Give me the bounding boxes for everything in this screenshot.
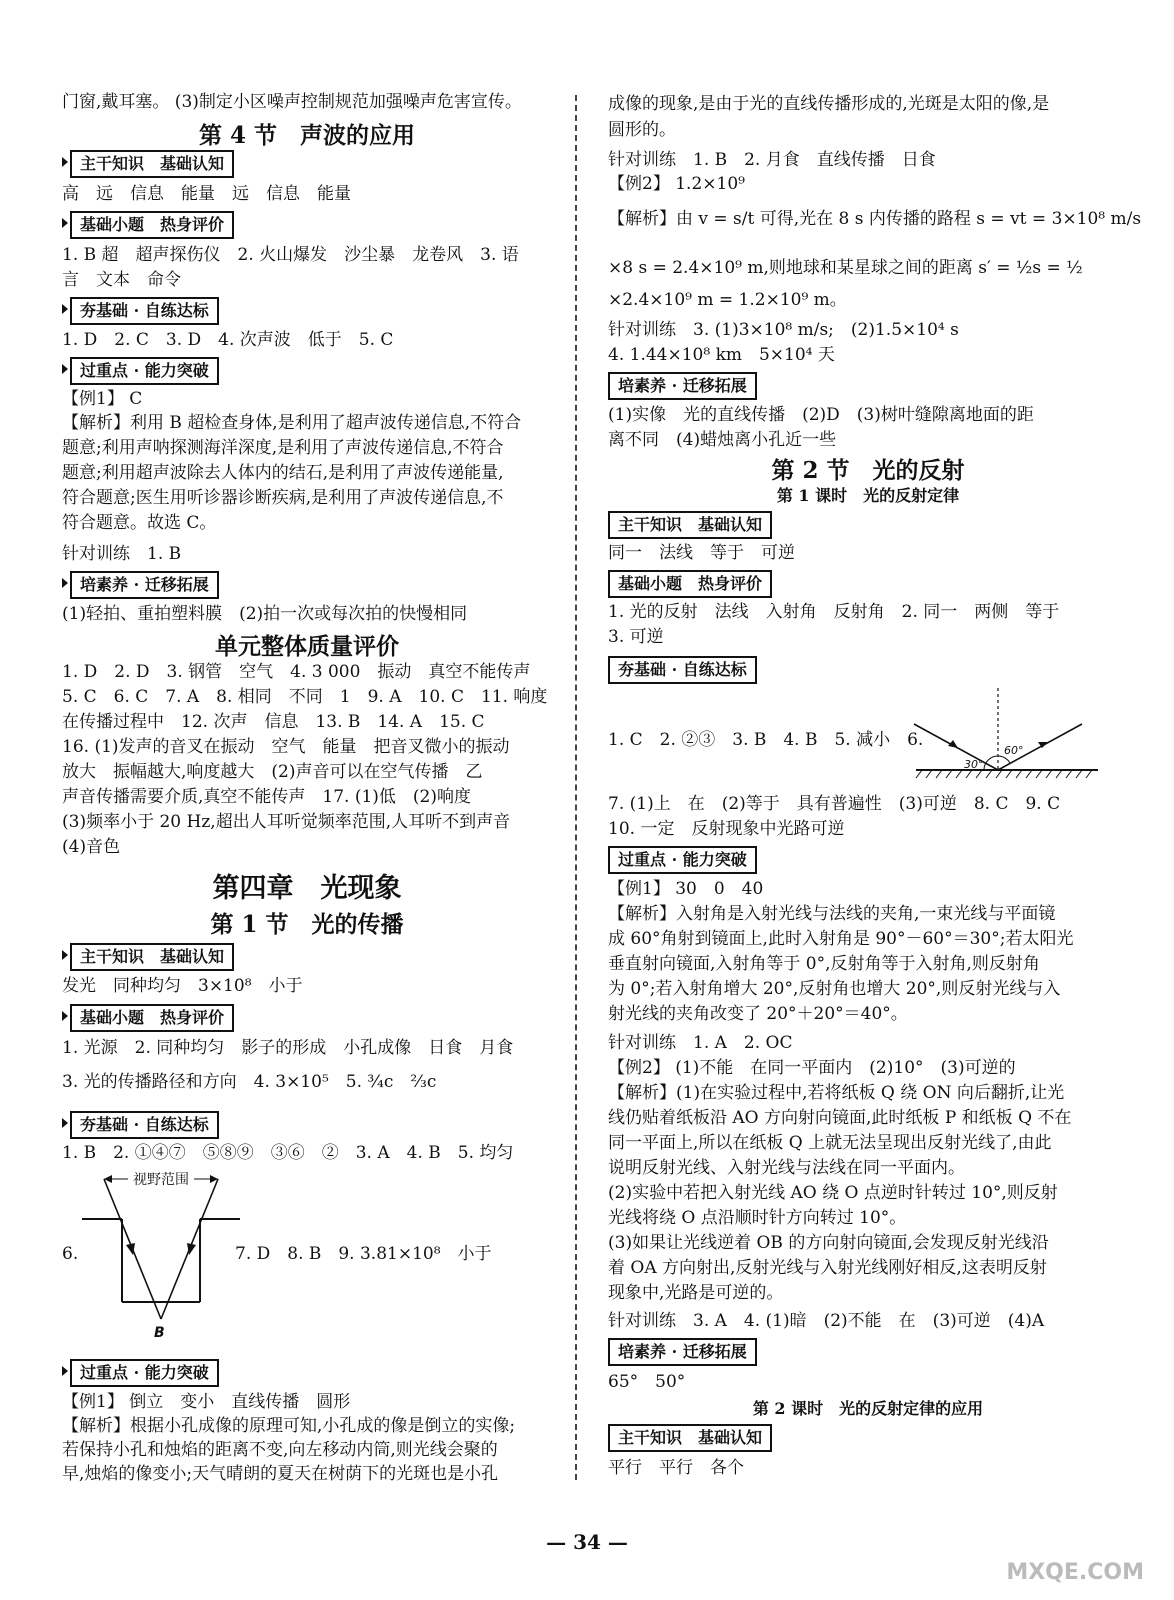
section-title: 第 1 节 光的传播 <box>210 911 404 938</box>
section-label: 夯基础 · 自练达标 <box>70 1111 219 1139</box>
section-label: 培素养 · 迁移拓展 <box>608 372 757 400</box>
section-title: 第 2 节 光的反射 <box>771 457 965 484</box>
section-label: 夯基础 · 自练达标 <box>608 656 757 684</box>
text-line: 早,烛焰的像变小;天气晴朗的夏天在树荫下的光斑也是小孔 <box>62 1464 499 1484</box>
text-line: 线仍贴着纸板沿 AO 方向射向镜面,此时纸板 P 和纸板 Q 不在 <box>608 1108 1072 1128</box>
text-line: 声音传播需要介质,真空不能传声 17. (1)低 (2)响度 <box>62 787 472 807</box>
text-line: 【例1】 30 0 40 <box>608 879 764 899</box>
text-line: (4)音色 <box>62 837 121 857</box>
text-line: 现象中,光路是可逆的。 <box>608 1283 784 1303</box>
section-label: 过重点 · 能力突破 <box>608 846 757 874</box>
text-line: 1. D 2. D 3. 钢管 空气 4. 3 000 振动 真空不能传声 <box>62 662 531 682</box>
text-line: 【解析】根据小孔成像的原理可知,小孔成的像是倒立的实像; <box>62 1416 516 1436</box>
text-line: 圆形的。 <box>608 120 676 140</box>
fig-label: 视野范围 <box>133 1172 189 1188</box>
text-line: 10. 一定 反射现象中光路可逆 <box>608 819 845 839</box>
text-line: 4. 1.44×10⁸ km 5×10⁴ 天 <box>608 345 835 365</box>
text-line: 着 OA 方向射出,反射光线与入射光线刚好相反,这表明反射 <box>608 1258 1047 1278</box>
bullet-icon <box>62 304 68 314</box>
bullet-icon <box>62 950 68 960</box>
section-label: 基础小题 热身评价 <box>70 211 234 239</box>
chapter-title: 第四章 光现象 <box>212 873 402 904</box>
text-line: 【解析】利用 B 超检查身体,是利用了超声波传递信息,不符合 <box>62 413 522 433</box>
section-label: 基础小题 热身评价 <box>608 570 772 598</box>
section-label: 夯基础 · 自练达标 <box>70 297 219 325</box>
lesson-title: 第 2 课时 光的反射定律的应用 <box>752 1399 984 1418</box>
text-line: 针对训练 3. A 4. (1)暗 (2)不能 在 (3)可逆 (4)A <box>608 1311 1045 1331</box>
text-line: 针对训练 1. B <box>62 544 182 564</box>
section-label: 主干知识 基础认知 <box>608 511 772 539</box>
section-label: 培素养 · 迁移拓展 <box>70 571 219 599</box>
text-line: 【例2】 1.2×10⁹ <box>608 174 745 194</box>
text-line: 【解析】入射角是入射光线与法线的夹角,一束光线与平面镜 <box>608 904 1056 924</box>
text-line: 【解析】由 v = s/t 可得,光在 8 s 内传播的路程 s = vt = 3×10⁸ m/s <box>608 209 1142 229</box>
text-line: (2)实验中若把入射光线 AO 绕 O 点逆时针转过 10°,则反射 <box>608 1183 1058 1203</box>
section-title: 第 4 节 声波的应用 <box>198 122 416 149</box>
text-line: 符合题意。故选 C。 <box>62 513 217 533</box>
text-line: 离不同 (4)蜡烛离小孔近一些 <box>608 430 837 450</box>
fig-angle-30: 30° <box>964 758 984 771</box>
bullet-icon <box>62 1118 68 1128</box>
text-line: 光线将绕 O 点沿顺时针方向转过 10°。 <box>608 1208 907 1228</box>
text-line: 门窗,戴耳塞。 (3)制定小区噪声控制规范加强噪声危害宣传。 <box>62 92 522 112</box>
text-line: 3. 可逆 <box>608 627 664 647</box>
text-line: 【例2】 (1)不能 在同一平面内 (2)10° (3)可逆的 <box>608 1058 1016 1078</box>
bullet-icon <box>62 218 68 228</box>
text-line: 同一平面上,所以在纸板 Q 上就无法呈现出反射光线了,由此 <box>608 1133 1052 1153</box>
section-label: 过重点 · 能力突破 <box>70 1359 219 1387</box>
text-line: (3)如果让光线逆着 OB 的方向射向镜面,会发现反射光线沿 <box>608 1233 1049 1253</box>
section-title: 单元整体质量评价 <box>215 633 399 660</box>
section-label: 基础小题 热身评价 <box>70 1004 234 1032</box>
bullet-icon <box>62 1011 68 1021</box>
text-line: 高 远 信息 能量 远 信息 能量 <box>62 184 351 204</box>
text-line: 垂直射向镜面,入射角等于 0°,反射角等于入射角,则反射角 <box>608 954 1040 974</box>
fig-angle-60: 60° <box>1004 744 1024 757</box>
text-line: 7. (1)上 在 (2)等于 具有普遍性 (3)可逆 8. C 9. C <box>608 794 1061 814</box>
section-label: 过重点 · 能力突破 <box>70 357 219 385</box>
text-line: 为 0°;若入射角增大 20°,反射角也增大 20°,则反射光线与入 <box>608 979 1061 999</box>
text-line: 言 文本 命令 <box>62 270 181 290</box>
lesson-title: 第 1 课时 光的反射定律 <box>776 486 960 505</box>
text-line: 针对训练 3. (1)3×10⁸ m/s; (2)1.5×10⁴ s <box>608 320 959 340</box>
text-line: 1. 光的反射 法线 入射角 反射角 2. 同一 两侧 等于 <box>608 602 1060 622</box>
text-line: 发光 同种均匀 3×10⁸ 小于 <box>62 976 303 996</box>
section-label: 主干知识 基础认知 <box>70 943 234 971</box>
text-line: 65° 50° <box>608 1372 686 1392</box>
text-line: 射光线的夹角改变了 20°＋20°＝40°。 <box>608 1004 908 1024</box>
text-line: 说明反射光线、入射光线与法线在同一平面内。 <box>608 1158 965 1178</box>
fig-point-b: B <box>154 1325 165 1341</box>
text-line: 1. B 超 超声探伤仪 2. 火山爆发 沙尘暴 龙卷风 3. 语 <box>62 245 519 265</box>
text-line: 放大 振幅越大,响度越大 (2)声音可以在空气传播 乙 <box>62 762 483 782</box>
text-line: 【例1】 C <box>62 389 143 409</box>
text-line: 6. <box>62 1244 79 1264</box>
column-divider <box>575 95 577 1480</box>
text-line: 针对训练 1. B 2. 月食 直线传播 日食 <box>608 150 936 170</box>
text-line: (1)实像 光的直线传播 (2)D (3)树叶缝隙离地面的距 <box>608 405 1034 425</box>
text-line: 在传播过程中 12. 次声 信息 13. B 14. A 15. C <box>62 712 485 732</box>
text-line: 16. (1)发声的音叉在振动 空气 能量 把音叉微小的振动 <box>62 737 510 757</box>
text-line: 平行 平行 各个 <box>608 1458 744 1478</box>
text-line: 成 60°角射到镜面上,此时入射角是 90°－60°＝30°;若太阳光 <box>608 929 1074 949</box>
text-line: 1. D 2. C 3. D 4. 次声波 低于 5. C <box>62 330 394 350</box>
bullet-icon <box>62 157 68 167</box>
page-number: — 34 — <box>546 1530 628 1554</box>
text-line: 符合题意;医生用听诊器诊断疾病,是利用了声波传递信息,不 <box>62 488 504 508</box>
text-line: ×2.4×10⁹ m = 1.2×10⁹ m。 <box>608 290 847 310</box>
text-line: 7. D 8. B 9. 3.81×10⁸ 小于 <box>235 1244 492 1264</box>
text-line: 同一 法线 等于 可逆 <box>608 543 795 563</box>
bullet-icon <box>62 578 68 588</box>
text-line: (3)频率小于 20 Hz,超出人耳听觉频率范围,人耳听不到声音 <box>62 812 511 832</box>
text-line: 题意;利用声呐探测海洋深度,是利用了声波传递信息,不符合 <box>62 438 504 458</box>
text-line: 【例1】 倒立 变小 直线传播 圆形 <box>62 1392 351 1412</box>
text-line: 1. 光源 2. 同种均匀 影子的形成 小孔成像 日食 月食 <box>62 1038 514 1058</box>
text-line: 针对训练 1. A 2. OC <box>608 1033 793 1053</box>
section-label: 主干知识 基础认知 <box>70 150 234 178</box>
bullet-icon <box>62 1366 68 1376</box>
text-line: 若保持小孔和烛焰的距离不变,向左移动内筒,则光线会聚的 <box>62 1440 498 1460</box>
section-label: 培素养 · 迁移拓展 <box>608 1338 757 1366</box>
bullet-icon <box>62 364 68 374</box>
text-line: 题意;利用超声波除去人体内的结石,是利用了声波传递能量, <box>62 463 504 483</box>
text-line: ×8 s = 2.4×10⁹ m,则地球和某星球之间的距离 s′ = ½s = ½ <box>608 258 1083 278</box>
reflection-diagram <box>908 684 1108 784</box>
text-line: 3. 光的传播路径和方向 4. 3×10⁵ 5. ¾c ⅔c <box>62 1072 437 1092</box>
text-line: 1. B 2. ①④⑦ ⑤⑧⑨ ③⑥ ② 3. A 4. B 5. 均匀 <box>62 1143 514 1163</box>
text-line: 1. C 2. ②③ 3. B 4. B 5. 减小 6. <box>608 730 924 750</box>
section-label: 主干知识 基础认知 <box>608 1424 772 1452</box>
text-line: 成像的现象,是由于光的直线传播形成的,光斑是太阳的像,是 <box>608 94 1050 114</box>
watermark: MXQE.COM <box>1006 1560 1144 1585</box>
text-line: (1)轻拍、重拍塑料膜 (2)拍一次或每次拍的快慢相同 <box>62 604 468 624</box>
text-line: 5. C 6. C 7. A 8. 相同 不同 1 9. A 10. C 11. 响度 <box>62 687 548 707</box>
text-line: 【解析】(1)在实验过程中,若将纸板 Q 绕 ON 向后翻折,让光 <box>608 1083 1065 1103</box>
